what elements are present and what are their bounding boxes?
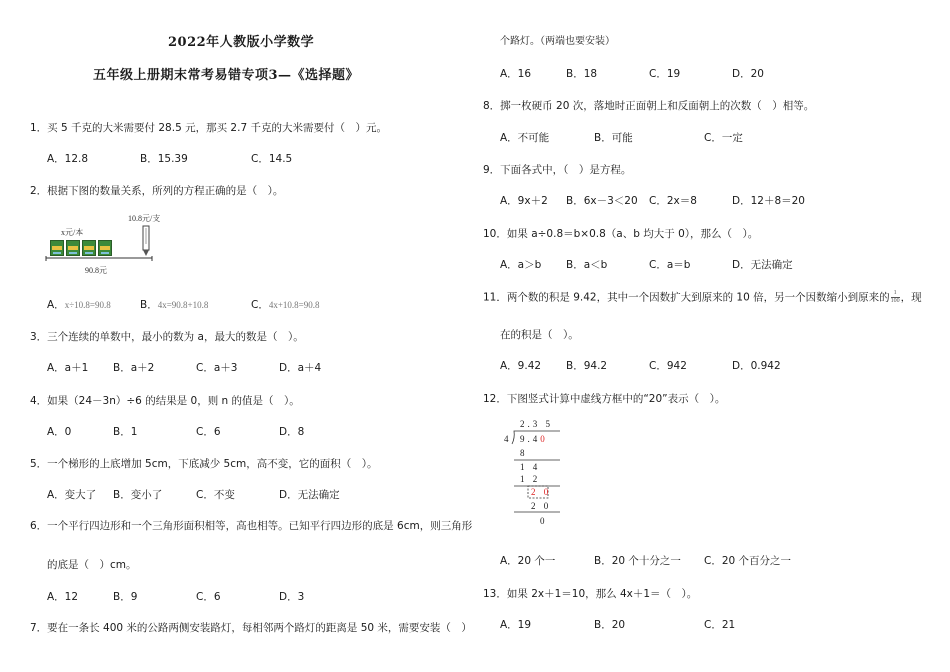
book-icon xyxy=(50,240,64,256)
question-3: 3．三个连续的单数中，最小的数为 a，最大的数是（ ）。 xyxy=(30,331,304,343)
quotient: 2.3 5 xyxy=(520,419,553,429)
q10-option-b[interactable]: B．a＜b xyxy=(566,259,608,271)
q9-option-b[interactable]: B．6x－3＜20 xyxy=(566,195,638,207)
q10-option-c[interactable]: C．a＝b xyxy=(649,259,691,271)
step-1: 8 xyxy=(520,448,528,458)
divisor: 4 xyxy=(504,434,512,444)
q8-option-a[interactable]: A．不可能 xyxy=(500,132,550,144)
q5-option-b[interactable]: B．变小了 xyxy=(113,489,163,501)
q12-option-b[interactable]: B．20 个十分之一 xyxy=(594,555,681,567)
q2-option-b-label: B． xyxy=(140,299,158,311)
q3-option-a[interactable]: A．a＋1 xyxy=(47,362,89,374)
question-5: 5．一个梯形的上底增加 5cm，下底减少 5cm，高不变，它的面积（ ）。 xyxy=(30,458,378,470)
q6-option-c[interactable]: C．6 xyxy=(196,591,221,603)
question-2: 2．根据下图的数量关系，所列的方程正确的是（ ）。 xyxy=(30,185,284,197)
step-2: 1 4 xyxy=(520,462,541,472)
question-12: 12．下图竖式计算中虚线方框中的“20”表示（ ）。 xyxy=(483,393,726,405)
pen-price-label: 10.8元/支 xyxy=(128,214,161,223)
q3-option-b[interactable]: B．a＋2 xyxy=(113,362,155,374)
dividend xyxy=(520,434,548,444)
question-9: 9．下面各式中，（ ）是方程。 xyxy=(483,164,632,176)
q9-option-d[interactable]: D．12＋8＝20 xyxy=(732,195,805,207)
q7-option-c[interactable]: C．19 xyxy=(649,68,681,80)
step-5: 2 0 xyxy=(531,501,552,511)
dividend-appended-zero: 0 xyxy=(540,434,548,444)
book-icon xyxy=(98,240,112,256)
question-7: 7．要在一条长 400 米的公路两侧安装路灯，每相邻两个路灯的距离是 50 米，需要安装（ ） xyxy=(30,622,472,634)
q7-option-a[interactable]: A．16 xyxy=(500,68,532,80)
q4-option-d[interactable]: D．8 xyxy=(279,426,305,438)
q11-option-c[interactable]: C．942 xyxy=(649,360,687,372)
q11-option-b[interactable]: B．94.2 xyxy=(566,360,608,372)
question-11-text: 11．两个数的积是 9.42，其中一个因数扩大到原来的 10 倍，另一个因数缩小到原来的 xyxy=(483,291,890,304)
dividend-digits: 9.4 xyxy=(520,434,541,444)
q2-option-a[interactable] xyxy=(47,298,111,312)
q4-option-b[interactable]: B．1 xyxy=(113,426,138,438)
pen-icon xyxy=(141,224,151,258)
question-10: 10．如果 a÷0.8＝b×0.8（a、b 均大于 0），那么（ ）。 xyxy=(483,228,759,240)
q12-option-c[interactable]: C．20 个百分之一 xyxy=(704,555,792,567)
fraction xyxy=(891,290,900,305)
q2-option-a-expr: x÷10.8=90.8 xyxy=(64,300,111,310)
highlighted-20: 2 0 xyxy=(531,487,552,497)
long-division-figure xyxy=(500,415,570,530)
question-11-cont: 在的积是（ ）。 xyxy=(500,329,579,341)
q5-option-a[interactable]: A．变大了 xyxy=(47,489,97,501)
q9-option-c[interactable]: C．2x＝8 xyxy=(649,195,697,207)
q6-option-d[interactable]: D．3 xyxy=(279,591,305,603)
q3-option-c[interactable]: C．a＋3 xyxy=(196,362,238,374)
q5-option-d[interactable]: D．无法确定 xyxy=(279,489,340,501)
question-6-cont: 的底是（ ）cm。 xyxy=(47,559,137,571)
q13-option-c[interactable]: C．21 xyxy=(704,619,736,631)
total-label: 90.8元 xyxy=(85,266,107,275)
q6-option-b[interactable]: B．9 xyxy=(113,591,138,603)
q2-option-c[interactable] xyxy=(251,298,320,312)
q9-option-a[interactable]: A．9x＋2 xyxy=(500,195,548,207)
book-icon xyxy=(66,240,80,256)
question-13: 13．如果 2x＋1＝10，那么 4x＋1＝（ ）。 xyxy=(483,588,698,600)
q2-option-c-label: C． xyxy=(251,299,269,311)
question-7-cont: 个路灯。（两端也要安装） xyxy=(500,36,615,47)
q2-figure xyxy=(44,210,164,280)
page-subtitle: 五年级上册期末常考易错专项3—《选择题》 xyxy=(93,68,360,83)
q7-option-b[interactable]: B．18 xyxy=(566,68,598,80)
q6-option-a[interactable]: A．12 xyxy=(47,591,79,603)
q13-option-a[interactable]: A．19 xyxy=(500,619,532,631)
fraction-denominator: 100 xyxy=(890,298,900,304)
book-icon xyxy=(82,240,96,256)
question-6: 6．一个平行四边形和一个三角形面积相等，高也相等。已知平行四边形的底是 6cm，则三角形 xyxy=(30,520,473,532)
remainder: 0 xyxy=(540,516,548,526)
page-title: 2022年人教版小学数学 xyxy=(168,35,315,50)
q5-option-c[interactable]: C．不变 xyxy=(196,489,235,501)
q8-option-c[interactable]: C．一定 xyxy=(704,132,743,144)
q2-option-b-expr: 4x=90.8+10.8 xyxy=(157,300,209,310)
question-8: 8．掷一枚硬币 20 次，落地时正面朝上和反面朝上的次数（ ）相等。 xyxy=(483,100,815,112)
question-1: 1．买 5 千克的大米需要付 28.5 元，那买 2.7 千克的大米需要付（ ）元。 xyxy=(30,122,387,134)
question-4: 4．如果（24－3n）÷6 的结果是 0，则 n 的值是（ ）。 xyxy=(30,395,300,407)
step-3: 1 2 xyxy=(520,474,541,484)
q4-option-c[interactable]: C．6 xyxy=(196,426,221,438)
q2-option-b[interactable] xyxy=(140,298,208,312)
q10-option-a[interactable]: A．a＞b xyxy=(500,259,542,271)
q12-option-a[interactable]: A．20 个一 xyxy=(500,555,556,567)
question-11 xyxy=(483,290,922,305)
q1-option-a[interactable]: A．12.8 xyxy=(47,153,89,165)
q11-option-a[interactable]: A．9.42 xyxy=(500,360,542,372)
division-bracket xyxy=(500,415,570,530)
q8-option-b[interactable]: B．可能 xyxy=(594,132,633,144)
q7-option-d[interactable]: D．20 xyxy=(732,68,764,80)
q1-option-b[interactable]: B．15.39 xyxy=(140,153,188,165)
fraction-numerator: 1 xyxy=(891,290,900,298)
q10-option-d[interactable]: D．无法确定 xyxy=(732,259,793,271)
q1-option-c[interactable]: C．14.5 xyxy=(251,153,293,165)
q13-option-b[interactable]: B．20 xyxy=(594,619,626,631)
q4-option-a[interactable]: A．0 xyxy=(47,426,72,438)
q2-option-c-expr: 4x+10.8=90.8 xyxy=(268,300,320,310)
q3-option-d[interactable]: D．a＋4 xyxy=(279,362,322,374)
q11-option-d[interactable]: D．0.942 xyxy=(732,360,781,372)
book-price-label: x元/本 xyxy=(61,228,84,237)
q2-option-a-label: A． xyxy=(47,299,65,311)
question-11-text-end: ，现 xyxy=(900,291,922,304)
